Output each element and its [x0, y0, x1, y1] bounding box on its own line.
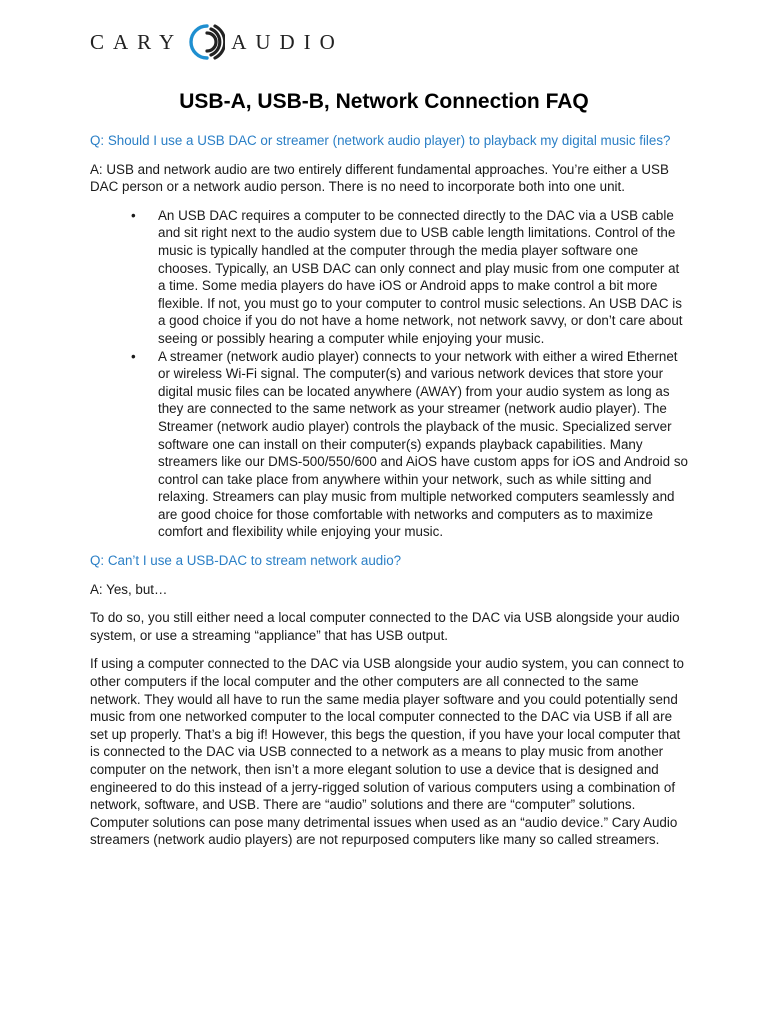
bullet-text-usb-dac: An USB DAC requires a computer to be connected directly to the DAC via a USB cable and sit right next to the audio system due to USB cable length limitations. Control of the music is typically handled at the computer through the media player software one chooses. Typically, an USB DAC can only connect and play music from one computer at a time. Some media players do have iOS or Android apps to make control a bit more flexible. If not, you must go to your computer to control music selections. An USB DAC is a good choice if you do not have a home network, not network savvy, or don’t care about seeing or possibly hearing a computer while enjoying your music. [158, 207, 683, 346]
answer-1-bullet-list [90, 207, 690, 541]
list-item [131, 207, 690, 348]
bullet-icon: • [131, 348, 136, 364]
faq-content [90, 132, 690, 860]
logo-text-audio: AUDIO [231, 29, 344, 54]
logo-text-cary: CARY [90, 29, 184, 54]
bullet-text-streamer: A streamer (network audio player) connects to your network with either a wired Ethernet or wireless Wi-Fi signal. The computer(s) and various network devices that store your digital music files can be located anywhere (AWAY) from your audio system as long as they are connected to the same network as your streamer (network audio player). The Streamer (network audio player) controls the playback of the music. Specialized server software one can install on their computer(s) expands playback capabilities. Many streamers like our DMS-500/550/600 and AiOS have custom apps for iOS and Android so control can take place from anywhere within your network, such as while sitting and relaxing. Streamers can play music from multiple networked computers seamlessly and are good choice for those comfortable with networks and computers as to maximize comfort and flexibility while enjoying your music. [158, 348, 688, 540]
answer-1: A: USB and network audio are two entirely different fundamental approaches. You’re either a USB DAC person or a network audio person. There is no need to incorporate both into one unit. [90, 161, 669, 195]
question-1: Q: Should I use a USB DAC or streamer (network audio player) to playback my digital music files? [90, 133, 671, 148]
bullet-icon: • [131, 207, 136, 223]
answer-2-paragraph-1: To do so, you still either need a local computer connected to the DAC via USB alongside your audio system, or use a streaming “appliance” that has USB output. [90, 610, 680, 643]
answer-2-paragraph-2: If using a computer connected to the DAC via USB alongside your audio system, you can connect to other computers if the local computer and the other computers are all connected to the same network. They would all have to run the same media player software and you could potentially send music from one networked computer to the local computer connected to the DAC via USB if all are set up properly. That’s a big if! However, this begs the question, if you have your local computer that is connected to the DAC via USB connected to a network as a means to play music from another computer on the network, then isn’t a more elegant solution to use a device that is designed and engineered to do this instead of a jerry-rigged solution of various computers using a combination of network, software, and USB. There are “audio” solutions and there are “computer” solutions. Computer solutions can pose many detrimental issues when used as an “audio device.” Cary Audio streamers (network audio players) are not repurposed computers like many so called streamers. [90, 656, 684, 848]
question-2: Q: Can’t I use a USB-DAC to stream network audio? [90, 553, 402, 569]
answer-2: A: Yes, but… [90, 581, 168, 597]
cary-audio-logo [90, 22, 344, 62]
sound-wave-logo-icon [185, 22, 225, 62]
list-item [131, 348, 690, 542]
page-title: USB-A, USB-B, Network Connection FAQ [179, 90, 589, 113]
